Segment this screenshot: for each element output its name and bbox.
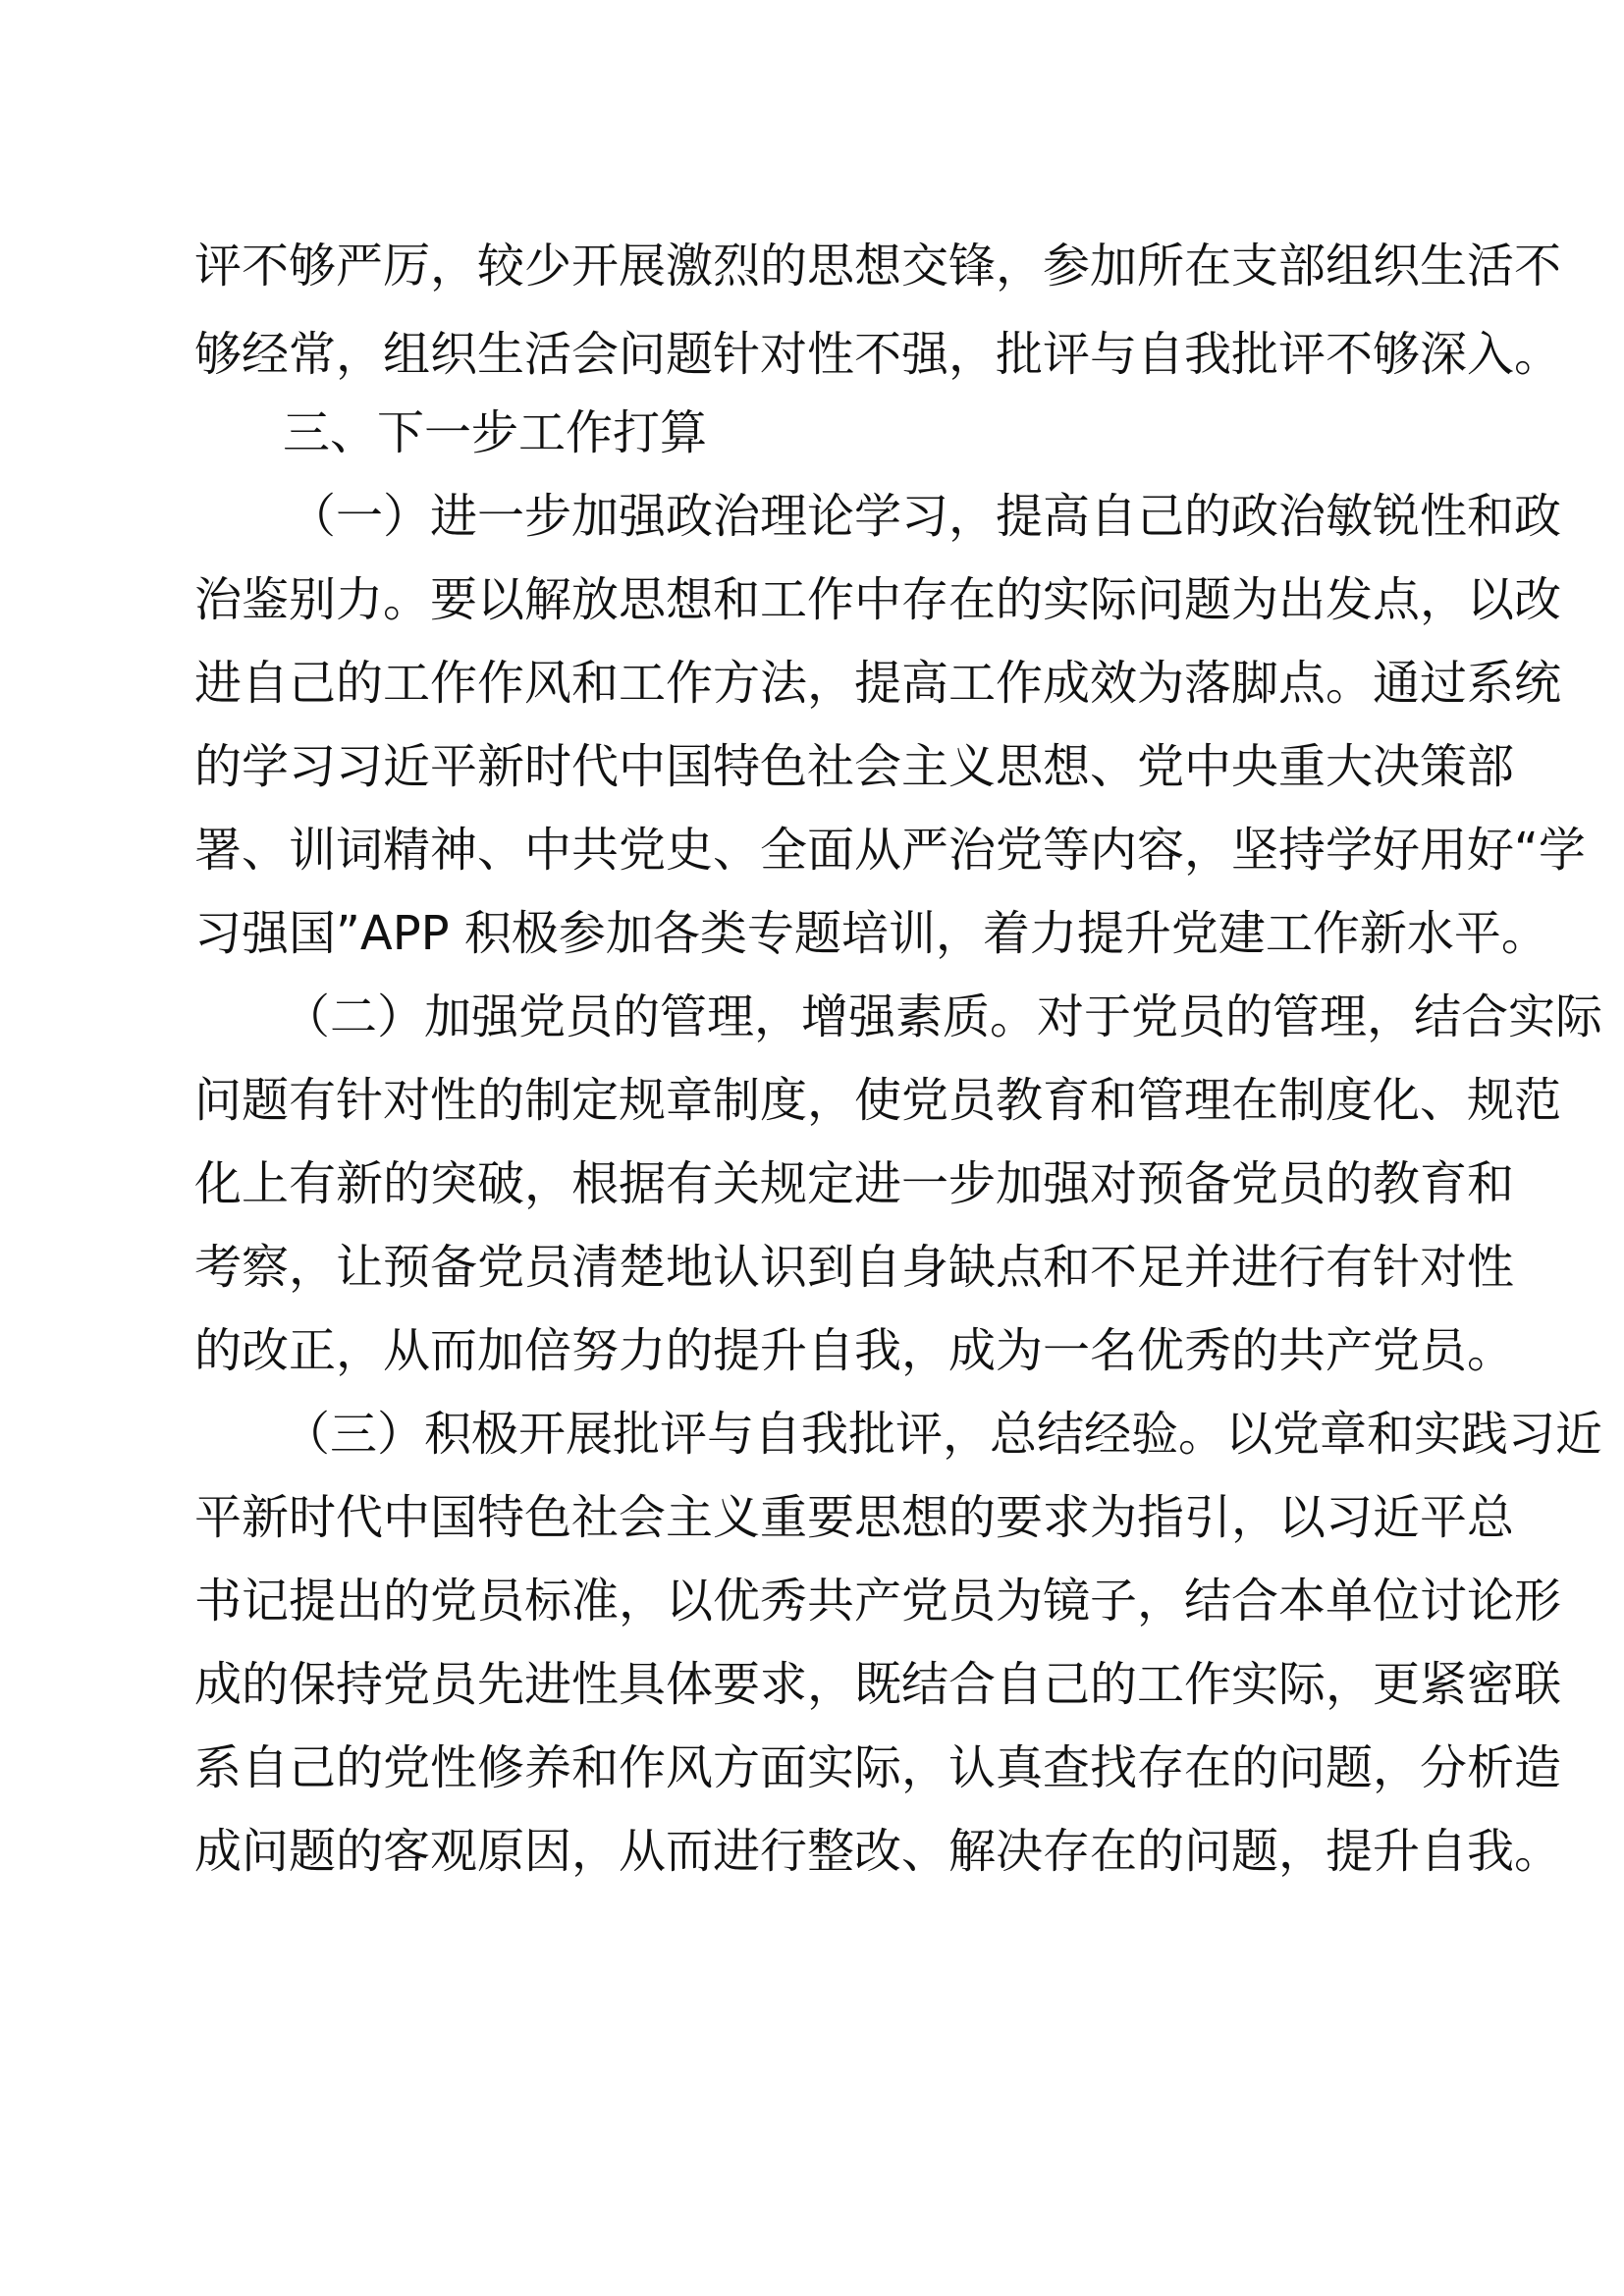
text-line: 成的保持党员先进性具体要求，既结合自己的工作实际，更紧密联	[194, 1657, 1562, 1712]
text-line: 书记提出的党员标准，以优秀共产党员为镜子，结合本单位讨论形	[194, 1574, 1562, 1629]
text-line: 评不够严厉，较少开展激烈的思想交锋，参加所在支部组织生活不	[194, 239, 1562, 294]
text-line: 够经常，组织生活会问题针对性不强，批评与自我批评不够深入。	[194, 327, 1562, 382]
text-line: 成问题的客观原因，从而进行整改、解决存在的问题，提升自我。	[194, 1824, 1562, 1879]
text-line: 平新时代中国特色社会主义重要思想的要求为指引，以习近平总	[194, 1490, 1515, 1545]
text-line: 习强国”APP 积极参加各类专题培训，着力提升党建工作新水平。	[194, 906, 1548, 961]
text-line: 署、训词精神、中共党史、全面从严治党等内容，坚持学好用好“学	[194, 823, 1586, 878]
text-line: 进自己的工作作风和工作方法，提高工作成效为落脚点。通过系统	[194, 656, 1562, 711]
text-line: （三）积极开展批评与自我批评，总结经验。以党章和实践习近	[283, 1407, 1603, 1462]
text-line: 考察，让预备党员清楚地认识到自身缺点和不足并进行有针对性	[194, 1240, 1515, 1295]
text-line: 治鉴别力。要以解放思想和工作中存在的实际问题为出发点，以改	[194, 572, 1562, 627]
text-line: 化上有新的突破，根据有关规定进一步加强对预备党员的教育和	[194, 1156, 1515, 1211]
text-line: 的学习习近平新时代中国特色社会主义思想、党中央重大决策部	[194, 739, 1515, 794]
section-heading: 三、下一步工作打算	[283, 405, 708, 460]
text-line: （一）进一步加强政治理论学习，提高自己的政治敏锐性和政	[289, 489, 1562, 544]
text-line: 系自己的党性修养和作风方面实际，认真查找存在的问题，分析造	[194, 1740, 1562, 1795]
text-line: （二）加强党员的管理，增强素质。对于党员的管理，结合实际	[283, 989, 1603, 1044]
text-line: 的改正，从而加倍努力的提升自我，成为一名优秀的共产党员。	[194, 1323, 1515, 1378]
text-line: 问题有针对性的制定规章制度，使党员教育和管理在制度化、规范	[194, 1073, 1562, 1128]
